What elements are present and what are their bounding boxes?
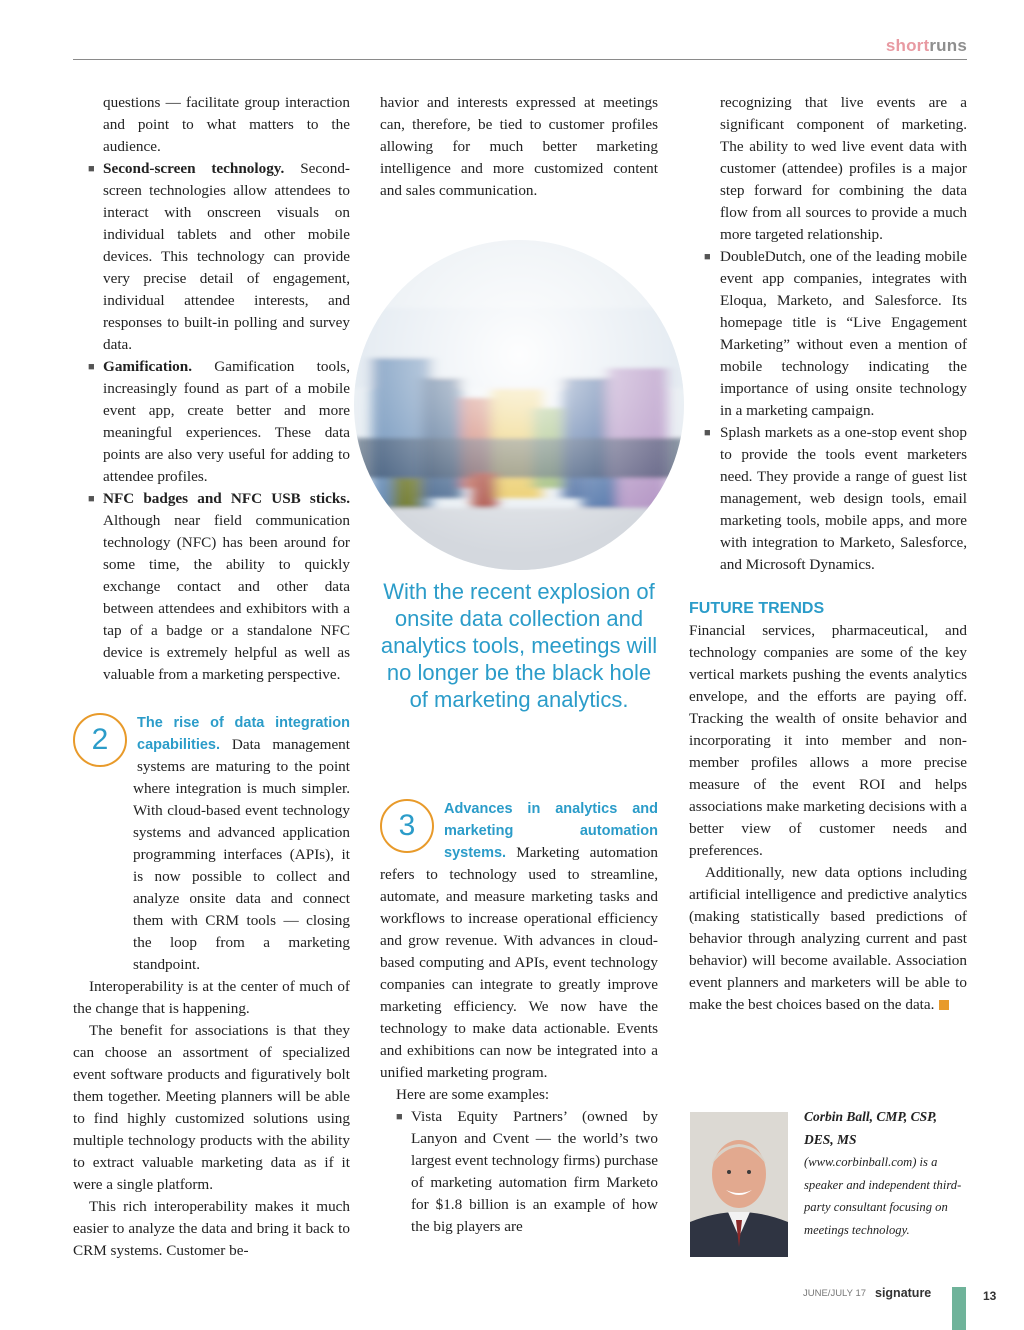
- bullet-splash: ■ Splash markets as a one-stop event shop to provide the tools event marketers need. They provide a range of guest list management, web design tools, email marketing tools, mobile apps, and more with integration to Marketo, Salesforce, and Microsoft Dynamics.: [704, 424, 967, 573]
- col2-intro: havior and interests expressed at meetings can, therefore, be tied to customer profiles allowing for much better marketing intelligence and more customized content and sales communication.: [380, 94, 658, 199]
- bullet-head: NFC badges and NFC USB sticks.: [103, 490, 350, 507]
- col1-intro: questions — facilitate group interaction and point to what matters to the audience.: [103, 94, 350, 155]
- future-paragraph-2: Additionally, new data options including artificial intelligence and predictive analytics (making statistically based predictions of behavior through analyzing current and past behavior) will become available. Association event planners and marketers will be able to make the best choices based on the data.: [689, 864, 967, 1013]
- col1-paragraph: The benefit for associations is that they can choose an assortment of specialized event software products and figuratively bolt them together. Meeting planners will be able to find highly customized solutions using multiple technology products with the ability to extract valuable marketing data as if it were a single platform.: [73, 1022, 350, 1193]
- future-trends-heading: FUTURE TRENDS: [689, 600, 825, 617]
- section-3-text: Marketing automation refers to technology used to streamline, automate, and measure marketing tasks and workflows to increase operational efficiency and grow revenue. With advances in cloud-based computing and APIs, event technology companies can integrate to greatly improve marketing efficiency. We now have the technology to make data actionable. Events and exhibitions can now be integrated into a unified marketing program.: [380, 844, 658, 1081]
- footer-issue: JUNE/JULY 17: [803, 1288, 867, 1299]
- bullet-nfc: ■ NFC badges and NFC USB sticks. Although near field communication technology (NFC) has been around for some time, the ability to quickly exchange contact and other data between attendees and exhibitors with a tap of a badge or a standalone NFC device is extremely helpful as well as valuable from a marketing perspective.: [88, 490, 350, 683]
- footer-bar: [952, 1287, 966, 1330]
- brand-runs: runs: [929, 36, 967, 55]
- section-number-2: 2: [73, 713, 127, 767]
- author-description: (www.corbinball.com) is a speaker and independent third-party consultant focusing on meetings technology.: [804, 1155, 962, 1237]
- header-rule: [73, 59, 967, 60]
- author-bio: [804, 1106, 964, 1241]
- bullet-doubledutch: ■ DoubleDutch, one of the leading mobile event app companies, integrates with Eloqua, Marketo, and Salesforce. Its homepage title is “Live Engagement Marketing” without even a mention of mobile technology indicating the importance of using onsite technology in a marketing campaign.: [704, 248, 967, 419]
- bullet-text: Gamification tools, increasingly found as part of a mobile event app, create better and more meaningful experiences. These data points are also very useful for adding to attendee profiles.: [103, 358, 350, 485]
- section-3-heading: Advances in analytics and marketing automation systems.: [444, 801, 658, 861]
- bullet-gamification: ■ Gamification. Gamification tools, increasingly found as part of a mobile event app, create better and more meaningful experiences. These data points are also very useful for adding to attendee profiles.: [88, 358, 350, 485]
- page-number: 13: [983, 1289, 997, 1303]
- section-2-text: Data management systems are maturing to the point where integration is much simpler. With cloud-based event technology systems and advanced application programming interfaces (APIs), it is now possible to collect and analyze onsite data and connect them with CRM tools — closing the loop from a marketing standpoint.: [133, 736, 350, 973]
- bullet-text: Second-screen technologies allow attendees to interact with onscreen visuals on individual tablets and other mobile devices. This technology can provide very precise detail of engagement, individual attendee interests, and responses to built-in polling and survey data.: [103, 160, 350, 353]
- event-crowd-photo: [352, 238, 686, 572]
- section-number-3: 3: [380, 799, 434, 853]
- section-3: [380, 798, 658, 1084]
- bullet-head: Second-screen technology.: [103, 160, 285, 177]
- future-paragraph-1: Financial services, pharmaceutical, and technology companies are some of the key vertical markets pushing the events analytics envelope, and the efforts are paying off. Tracking the wealth of onsite behavior and incorporating it into member and non-member profiles allows a more precise measure of the event ROI and helps associations make marketing decisions with a better view of customer needs and preferences.: [689, 622, 967, 859]
- bullet-head: Gamification.: [103, 358, 193, 375]
- column-2-lower: [380, 798, 658, 1238]
- author-portrait: [690, 1112, 788, 1257]
- col3-intro: recognizing that live events are a significant component of marketing. The ability to wed live event data with customer (attendee) profiles is a major step forward for combining the data flow from all sources to provide a much more targeted relationship.: [720, 94, 967, 243]
- bullet-text: Although near field communication technology (NFC) has been around for some time, the ability to quickly exchange contact and other data between attendees and exhibitors with a tap of a badge or a standalone NFC device is extremely helpful as well as valuable from a marketing perspective.: [103, 512, 350, 683]
- examples-intro: Here are some examples:: [396, 1086, 550, 1103]
- bullet-vista: ■ Vista Equity Partners’ (owned by Lanyon and Cvent — the world’s two largest event technology firms) purchase of marketing automation firm Marketo for $1.8 billion is an example of how the big players are: [396, 1108, 658, 1235]
- bullet-second-screen: ■ Second-screen technology. Second-screen technologies allow attendees to interact with onscreen visuals on individual tablets and other mobile devices. This technology can provide very precise detail of engagement, individual attendee interests, and responses to built-in polling and survey data.: [88, 160, 350, 353]
- bullet-text: Vista Equity Partners’ (owned by Lanyon and Cvent — the world’s two largest event technology firms) purchase of marketing automation firm Marketo for $1.8 billion is an example of how the big players are: [411, 1108, 658, 1235]
- column-3: [689, 92, 967, 1016]
- section-2: [73, 712, 350, 976]
- col1-paragraph: This rich interoperability makes it much easier to analyze the data and bring it back to CRM systems. Customer be-: [73, 1198, 350, 1259]
- bullet-text: Splash markets as a one-stop event shop to provide the tools event marketers need. They provide a range of guest list management, web design tools, email marketing tools, mobile apps, and more with integration to Marketo, Salesforce, and Microsoft Dynamics.: [720, 424, 967, 573]
- col1-paragraph: Interoperability is at the center of much of the change that is happening.: [73, 978, 350, 1017]
- column-1: [73, 92, 350, 1262]
- section-brand: [886, 36, 967, 56]
- bullet-text: DoubleDutch, one of the leading mobile event app companies, integrates with Eloqua, Marketo, and Salesforce. Its homepage title is “Live Engagement Marketing” without even a mention of mobile technology indicating the importance of using onsite technology in a marketing campaign.: [720, 248, 967, 419]
- section-2-heading: The rise of data integration capabilities.: [137, 715, 350, 753]
- end-mark-icon: [939, 1000, 949, 1010]
- footer-magazine: signature: [875, 1286, 932, 1300]
- brand-short: short: [885, 36, 930, 55]
- column-2: [380, 92, 658, 202]
- pull-quote: With the recent explosion of onsite data collection and analytics tools, meetings will no longer be the black hole of marketing analytics.: [380, 579, 658, 712]
- author-name: Corbin Ball, CMP, CSP, DES, MS: [804, 1109, 938, 1147]
